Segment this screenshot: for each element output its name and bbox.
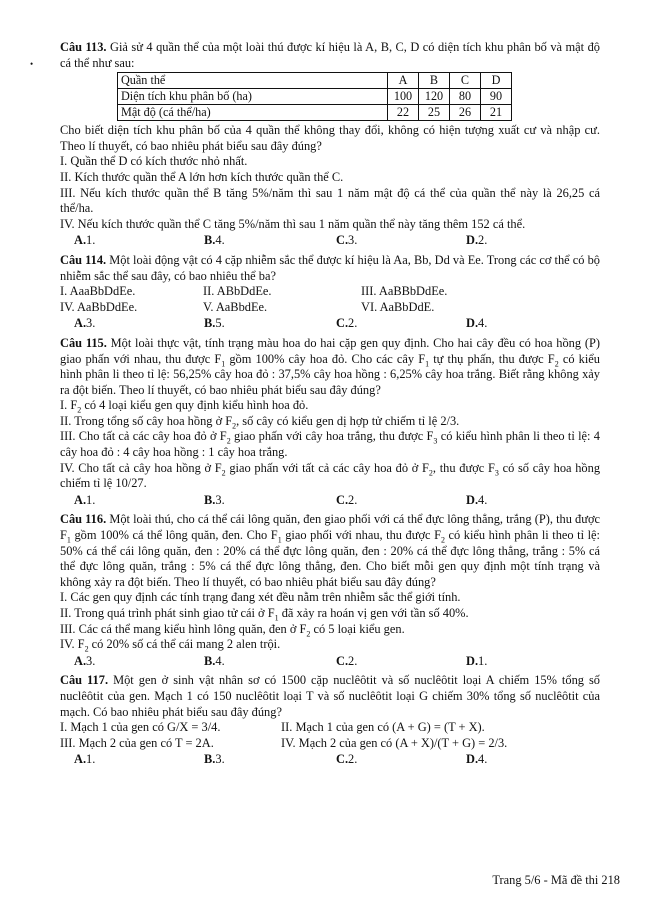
question-stem: Câu 115. Một loài thực vật, tính trạng màu hoa do hai cặp gen quy định. Cho hai cây đều có hoa hồng (P) giao phấn với nhau, thu được $F_1$ gồm 100% cây hoa đỏ. Cho các cây $F_1$ tự thụ phấn, thu được $F_2$ có kiểu hình phân li theo tỉ lệ: 56,25% cây hoa đỏ : 37,5% cây hoa hồng : 6,25% cây hoa trắng. Biết rằng không xảy ra đột biến. Theo lí thuyết, có bao nhiêu phát biểu sau đây đúng? — [60, 335, 600, 397]
option-b: B.3. — [204, 752, 225, 767]
statement: IV. Mạch 2 của gen có (A + X)/(T + G) = 2/3. — [281, 735, 508, 750]
question-116 — [60, 512, 600, 669]
statement: II. Trong quá trình phát sinh giao tử cái ở $F_1$ đã xảy ra hoán vị gen với tần số 40%. — [60, 606, 469, 623]
table-cell: 100 — [388, 89, 419, 105]
question-114 — [60, 253, 600, 332]
genotype: III. AaBBbDdEe. — [361, 284, 448, 299]
statement: III. Cho tất cả các cây hoa đỏ ở $F_2$ giao phấn với cây hoa trắng, thu được $F_3$ có kiểu hình phân li theo tỉ lệ: 4 cây hoa đỏ : 4 cây hoa hồng : 1 cây hoa trắng. — [60, 429, 600, 460]
table-cell: 25 — [419, 105, 450, 121]
statement: III. Các cá thể mang kiểu hình lông quăn, đen ở $F_2$ có 5 loại kiểu gen. — [60, 621, 405, 639]
statement-row — [60, 720, 600, 736]
option-a: A.1. — [74, 752, 96, 767]
exam-page — [60, 40, 600, 768]
stem-text: Một gen ở sinh vật nhân sơ có 1500 cặp nuclêôtit và số nuclêôtit loại A chiếm 15% tổng số nuclêôtit của gen. Mạch 1 có 150 nuclêôtit loại T và số nuclêôtit loại G chiếm 30% tổng số nuclêôtit của mạch. Có bao nhiêu phát biểu sau đây đúng? — [60, 673, 600, 719]
table-cell: D — [481, 73, 512, 89]
statement: IV. Cho tất cả cây hoa hồng ở $F_2$ giao phấn với tất cả các cây hoa đỏ ở $F_2$, thu được $F_3$ có số cây hoa hồng chiếm tỉ lệ 10/27. — [60, 460, 601, 491]
question-113 — [60, 40, 600, 249]
statement: I. Quần thể D có kích thước nhỏ nhất. — [60, 154, 248, 169]
stem-text: Giả sử 4 quần thể của một loài thú được kí hiệu là A, B, C, D có diện tích khu phân bố và mật độ cá thể như sau: — [60, 40, 600, 70]
option-b: B.4. — [204, 653, 225, 668]
table-cell: Diện tích khu phân bố (ha) — [118, 89, 388, 105]
option-a: A.1. — [74, 233, 96, 248]
question-117 — [60, 673, 600, 768]
statement: II. Kích thước quần thể A lớn hơn kích thước quần thể C. — [60, 169, 344, 184]
genotype-row — [60, 300, 600, 316]
question-stem: Câu 116. Một loài thú, cho cá thể cái lông quăn, đen giao phối với cá thể đực lông thẳng, trắng (P), thu được $F_1$ gồm 100% cá thể lông quăn, đen. Cho $F_1$ giao phối với nhau, thu được $F_2$ có kiểu hình phân li theo tỉ lệ: 50% cá thể cái lông quăn, đen : 20% cá thể đực lông quăn, đen : 20% cá thể đực lông thẳng, trắng : 5% cá thể đực lông quăn, trắng : 5% cá thể đực lông thẳng, đen. Cho biết mỗi gen quy định một tính trạng và không xảy ra đột biến. Theo lí thuyết, có bao nhiêu phát biểu sau đây đúng? — [60, 512, 600, 589]
table-cell: 90 — [481, 89, 512, 105]
genotype: I. AaaBbDdEe. — [60, 284, 136, 299]
table-row — [118, 105, 512, 121]
statement: IV. Nếu kích thước quần thể C tăng 5%/năm thì sau 1 năm quần thể này tăng thêm 152 cá thể. — [60, 216, 526, 231]
page-footer: Trang 5/6 - Mã đề thi 218 — [492, 873, 620, 887]
statement: II. Trong tổng số cây hoa hồng ở $F_2$, số cây có kiểu gen dị hợp tử chiếm tỉ lệ 2/3. — [60, 413, 460, 431]
table-cell: B — [419, 73, 450, 89]
table-cell: 80 — [450, 89, 481, 105]
question-number: Câu 115. — [60, 335, 107, 350]
genotype: II. ABbDdEe. — [203, 284, 272, 299]
question-context: Cho biết diện tích khu phân bố của 4 quần thể không thay đổi, không có hiện tượng xuất cư và nhập cư. Theo lí thuyết, có bao nhiêu phát biểu sau đây đúng? — [60, 123, 600, 153]
option-b: B.4. — [204, 233, 225, 248]
genotype: IV. AaBbDdEe. — [60, 299, 138, 314]
option-b: B.5. — [204, 316, 225, 331]
option-a: A.3. — [74, 316, 96, 331]
question-stem — [60, 253, 600, 284]
statement: IV. $F_2$ có 20% số cá thể cái mang 2 alen trội. — [60, 637, 281, 654]
statement: I. Mạch 1 của gen có G/X = 3/4. — [60, 720, 221, 735]
option-c: C.3. — [336, 233, 358, 248]
table-cell: Mật độ (cá thể/ha) — [118, 105, 388, 121]
statement: III. Nếu kích thước quần thể B tăng 5%/năm thì sau 1 năm mật độ cá thể của quần thể này là 26,25 cá thể/ha. — [60, 185, 600, 216]
question-number: Câu 113. — [60, 40, 107, 54]
option-c: C.2. — [336, 316, 358, 331]
statement: I. $F_2$ có 4 loại kiểu gen quy định kiểu hình hoa đỏ. — [60, 398, 309, 415]
stem-text: Một loài động vật có 4 cặp nhiễm sắc thể được kí hiệu là Aa, Bb, Dd và Ee. Trong các cơ thể có bộ nhiễm sắc thể sau đây, có bao nhiêu thể ba? — [60, 252, 600, 283]
table-cell: 120 — [419, 89, 450, 105]
table-cell: Quần thể — [118, 73, 388, 89]
option-c: C.2. — [336, 653, 358, 668]
table-cell: 26 — [450, 105, 481, 121]
answer-options — [60, 752, 600, 768]
table-header-row — [118, 73, 512, 89]
option-b: B.3. — [204, 492, 225, 507]
option-d: D.4. — [466, 492, 488, 507]
answer-options — [60, 493, 600, 509]
option-d: D.4. — [466, 752, 488, 767]
genotype: V. AaBbdEe. — [203, 299, 268, 314]
option-d: D.2. — [466, 233, 488, 248]
margin-dot: • — [30, 59, 34, 69]
question-number: Câu 114. — [60, 252, 107, 267]
population-table — [117, 72, 512, 121]
answer-options — [60, 654, 600, 670]
option-a: A.3. — [74, 653, 96, 668]
option-d: D.4. — [466, 316, 488, 331]
question-115 — [60, 336, 600, 509]
question-number: Câu 116. — [60, 512, 107, 527]
option-d: D.1. — [466, 653, 488, 668]
table-cell: C — [450, 73, 481, 89]
genotype: VI. AaBbDdE. — [361, 299, 435, 314]
question-stem — [60, 40, 600, 71]
genotype-row — [60, 284, 600, 300]
table-cell: 22 — [388, 105, 419, 121]
statement: I. Các gen quy định các tính trạng đang xét đều nằm trên nhiễm sắc thể giới tính. — [60, 590, 461, 605]
question-stem — [60, 673, 600, 720]
option-a: A.1. — [74, 492, 96, 507]
question-number: Câu 117. — [60, 673, 109, 688]
option-c: C.2. — [336, 752, 358, 767]
table-cell: A — [388, 73, 419, 89]
statement: II. Mạch 1 của gen có (A + G) = (T + X). — [281, 720, 485, 735]
statement: III. Mạch 2 của gen có T = 2A. — [60, 735, 214, 750]
table-cell: 21 — [481, 105, 512, 121]
answer-options — [60, 233, 600, 249]
table-row — [118, 89, 512, 105]
option-c: C.2. — [336, 492, 358, 507]
answer-options — [60, 316, 600, 332]
statement-row — [60, 736, 600, 752]
